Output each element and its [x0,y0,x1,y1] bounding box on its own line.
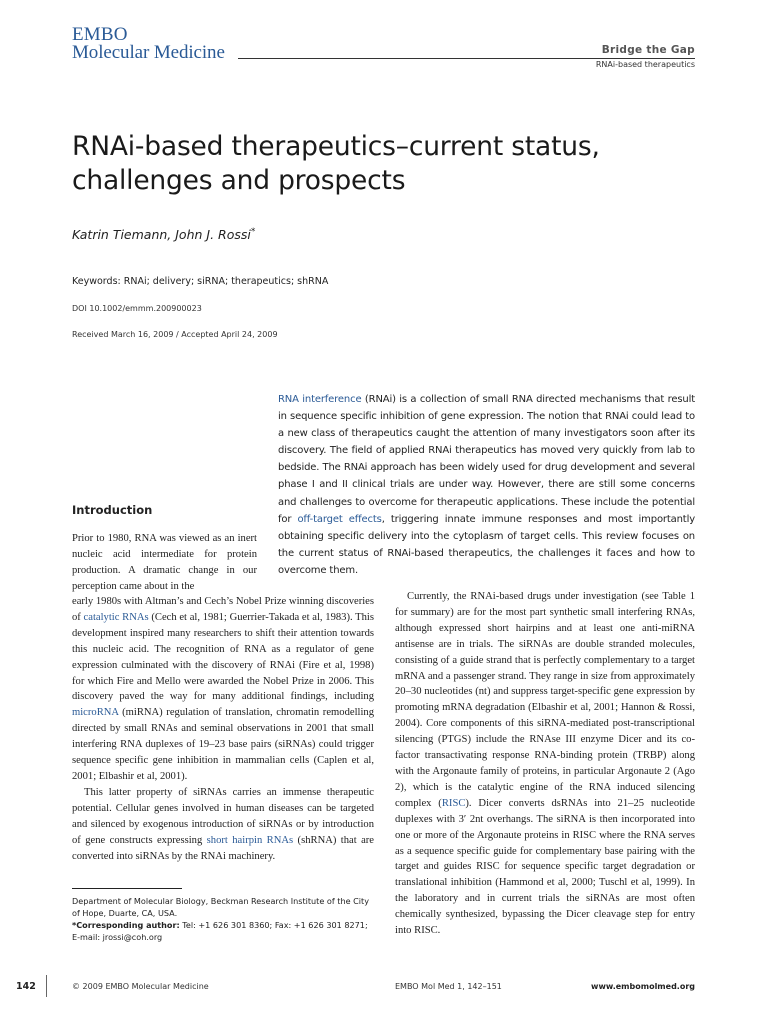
abstract [278,391,695,579]
copyright: © 2009 EMBO Molecular Medicine [72,982,209,991]
journal-logo-name: Molecular Medicine [72,42,225,63]
body-paragraph-right [395,589,695,939]
intro-text: early 1980s with Altman’s and Cech’s Nobel Prize winning discoveries of [72,596,374,623]
short-hairpin-rnas-link[interactable]: short hairpin RNAs [206,834,294,846]
footnote [72,895,377,943]
body-text: Currently, the RNAi-based drugs under investigation (see Table 1 for summary) are for the most part synthetic small interfering RNAs, although expressed short hairpins and at least one anti-miRNA antisense are in trials. The siRNAs are double stranded molecules, consisting of a guide strand that is perfectly complementary to a target mRNA and a passenger strand. They range in size from approximately 20–30 nucleotides (nt) and suppress target-specific gene expression by promoting mRNA degradation (Elbashir et al, 2001; Hannon & Rossi, 2004). Core components of this siRNA-mediated post-transcriptional silencing (PTGS) include the RNAse III enzyme Dicer and its co-factor transactivating response RNA-binding protein (TRBP) along with the Argonaute family of proteins, in particular Argonaute 2 (Ago 2), which is the catalytic engine of the RNA induced silencing complex ( [395,591,695,809]
section-label: Bridge the Gap [601,44,695,56]
page-number: 142 [16,981,36,992]
off-target-effects-link[interactable]: off-target effects [297,513,382,525]
intro-text: This latter property of siRNAs carries an immense therapeutic potential. Cellular genes involved in human diseases can be targeted and silenced by exogenous introduction of siRNAs or by introduction of gene constructs expressing [72,787,374,846]
microrna-link[interactable]: microRNA [72,707,119,719]
footer-divider [46,975,47,997]
risc-link[interactable]: RISC [441,797,466,809]
footnote-rule [72,888,182,889]
abstract-text-1: (RNAi) is a collection of small RNA directed mechanisms that result in sequence specific inhibition of gene expression. The notion that RNAi could lead to a new class of therapeutics caught the attention of many investigators soon after its discovery. The field of applied RNAi therapeutics has moved very quickly from lab to bedside. The RNAi approach has been widely used for drug development and several phase I and II clinical trials are under way. However, there are still some concerns and challenges to overcome for therapeutic applications. These include the potential for [278,394,696,525]
intro-paragraph-2 [72,785,374,865]
received-date: Received March 16, 2009 / Accepted April 24, 2009 [72,330,278,339]
corresponding-label: *Corresponding author: [72,920,180,930]
intro-paragraph-1-start: Prior to 1980, RNA was viewed as an inert nucleic acid intermediate for protein production. A dramatic change in our perception came about in the [72,533,257,592]
article-title: RNAi-based therapeutics–current status, challenges and prospects [72,131,600,196]
intro-text: (Cech et al, 1981; Guerrier-Takada et al, 1983). This development inspired many researchers to shift their attention towards this nucleic acid. The recognition of RNA as a regulator of gene expression culminated with the discovery of RNAi (Fire et al, 1998) for which Fire and Mello were awarded the Nobel Prize in 2006. This discovery paved the way for many additional findings, including [72,611,374,703]
keywords: Keywords: RNAi; delivery; siRNA; therapeutics; shRNA [72,276,329,287]
affiliation: Department of Molecular Biology, Beckman Research Institute of the City of Hope, Duarte, CA, USA. [72,896,369,918]
intro-paragraph-1-cont [72,594,374,785]
introduction-heading: Introduction [72,503,153,517]
rna-interference-link[interactable]: RNA interference [278,394,362,405]
journal-url-link[interactable]: www.embomolmed.org [591,982,695,991]
intro-text: (shRNA) that are converted into siRNAs by the RNAi machinery. [72,834,375,862]
catalytic-rnas-link[interactable]: catalytic RNAs [83,611,149,623]
doi: DOI 10.1002/emmm.200900023 [72,304,202,313]
author-footnote-mark: * [250,227,256,237]
journal-citation: EMBO Mol Med 1, 142–151 [395,982,502,991]
authors [72,227,255,242]
author-names: Katrin Tiemann, John J. Rossi [72,227,251,243]
journal-logo-embo: EMBO [72,24,128,45]
body-text: ). Dicer converts dsRNAs into 21–25 nucleotide duplexes with 3′ 2nt overhangs. The siRNA is then incorporated into one or more of the Argonaute proteins in RISC where the RNA serves as a sequence specific guide for complementary base pairing with the target and guides RISC for sequence specific target degradation or translational inhibition (Hammond et al, 2000; Tuschl et al, 1999). In the laboratory and in current trials the siRNAs are most often chemically synthesized, bypassing the Dicer cleavage step for entry into RISC. [395,797,695,937]
contact-numbers: Tel: +1 626 301 8360; Fax: +1 626 301 8271; [179,920,368,930]
intro-text: (miRNA) regulation of translation, chromatin remodelling directed by small RNAs and seminal observations in 2001 that small interfering RNA duplexes of 19–23 base pairs (siRNAs) could trigger sequence specific gene inhibition in mammalian cells (Caplen et al, 2001; Elbashir et al, 2001). [72,707,374,782]
corresponding-author [72,919,377,931]
header-rule [238,58,695,59]
abstract-text-2: , triggering innate immune responses and most importantly obtaining specific delivery into the cytoplasm of target cells. This review focuses on the current status of RNAi-based therapeutics, the challenges it faces and how to overcome them. [278,513,695,576]
email[interactable]: E-mail: jrossi@coh.org [72,932,163,942]
subsection-label: RNAi-based therapeutics [595,60,695,69]
